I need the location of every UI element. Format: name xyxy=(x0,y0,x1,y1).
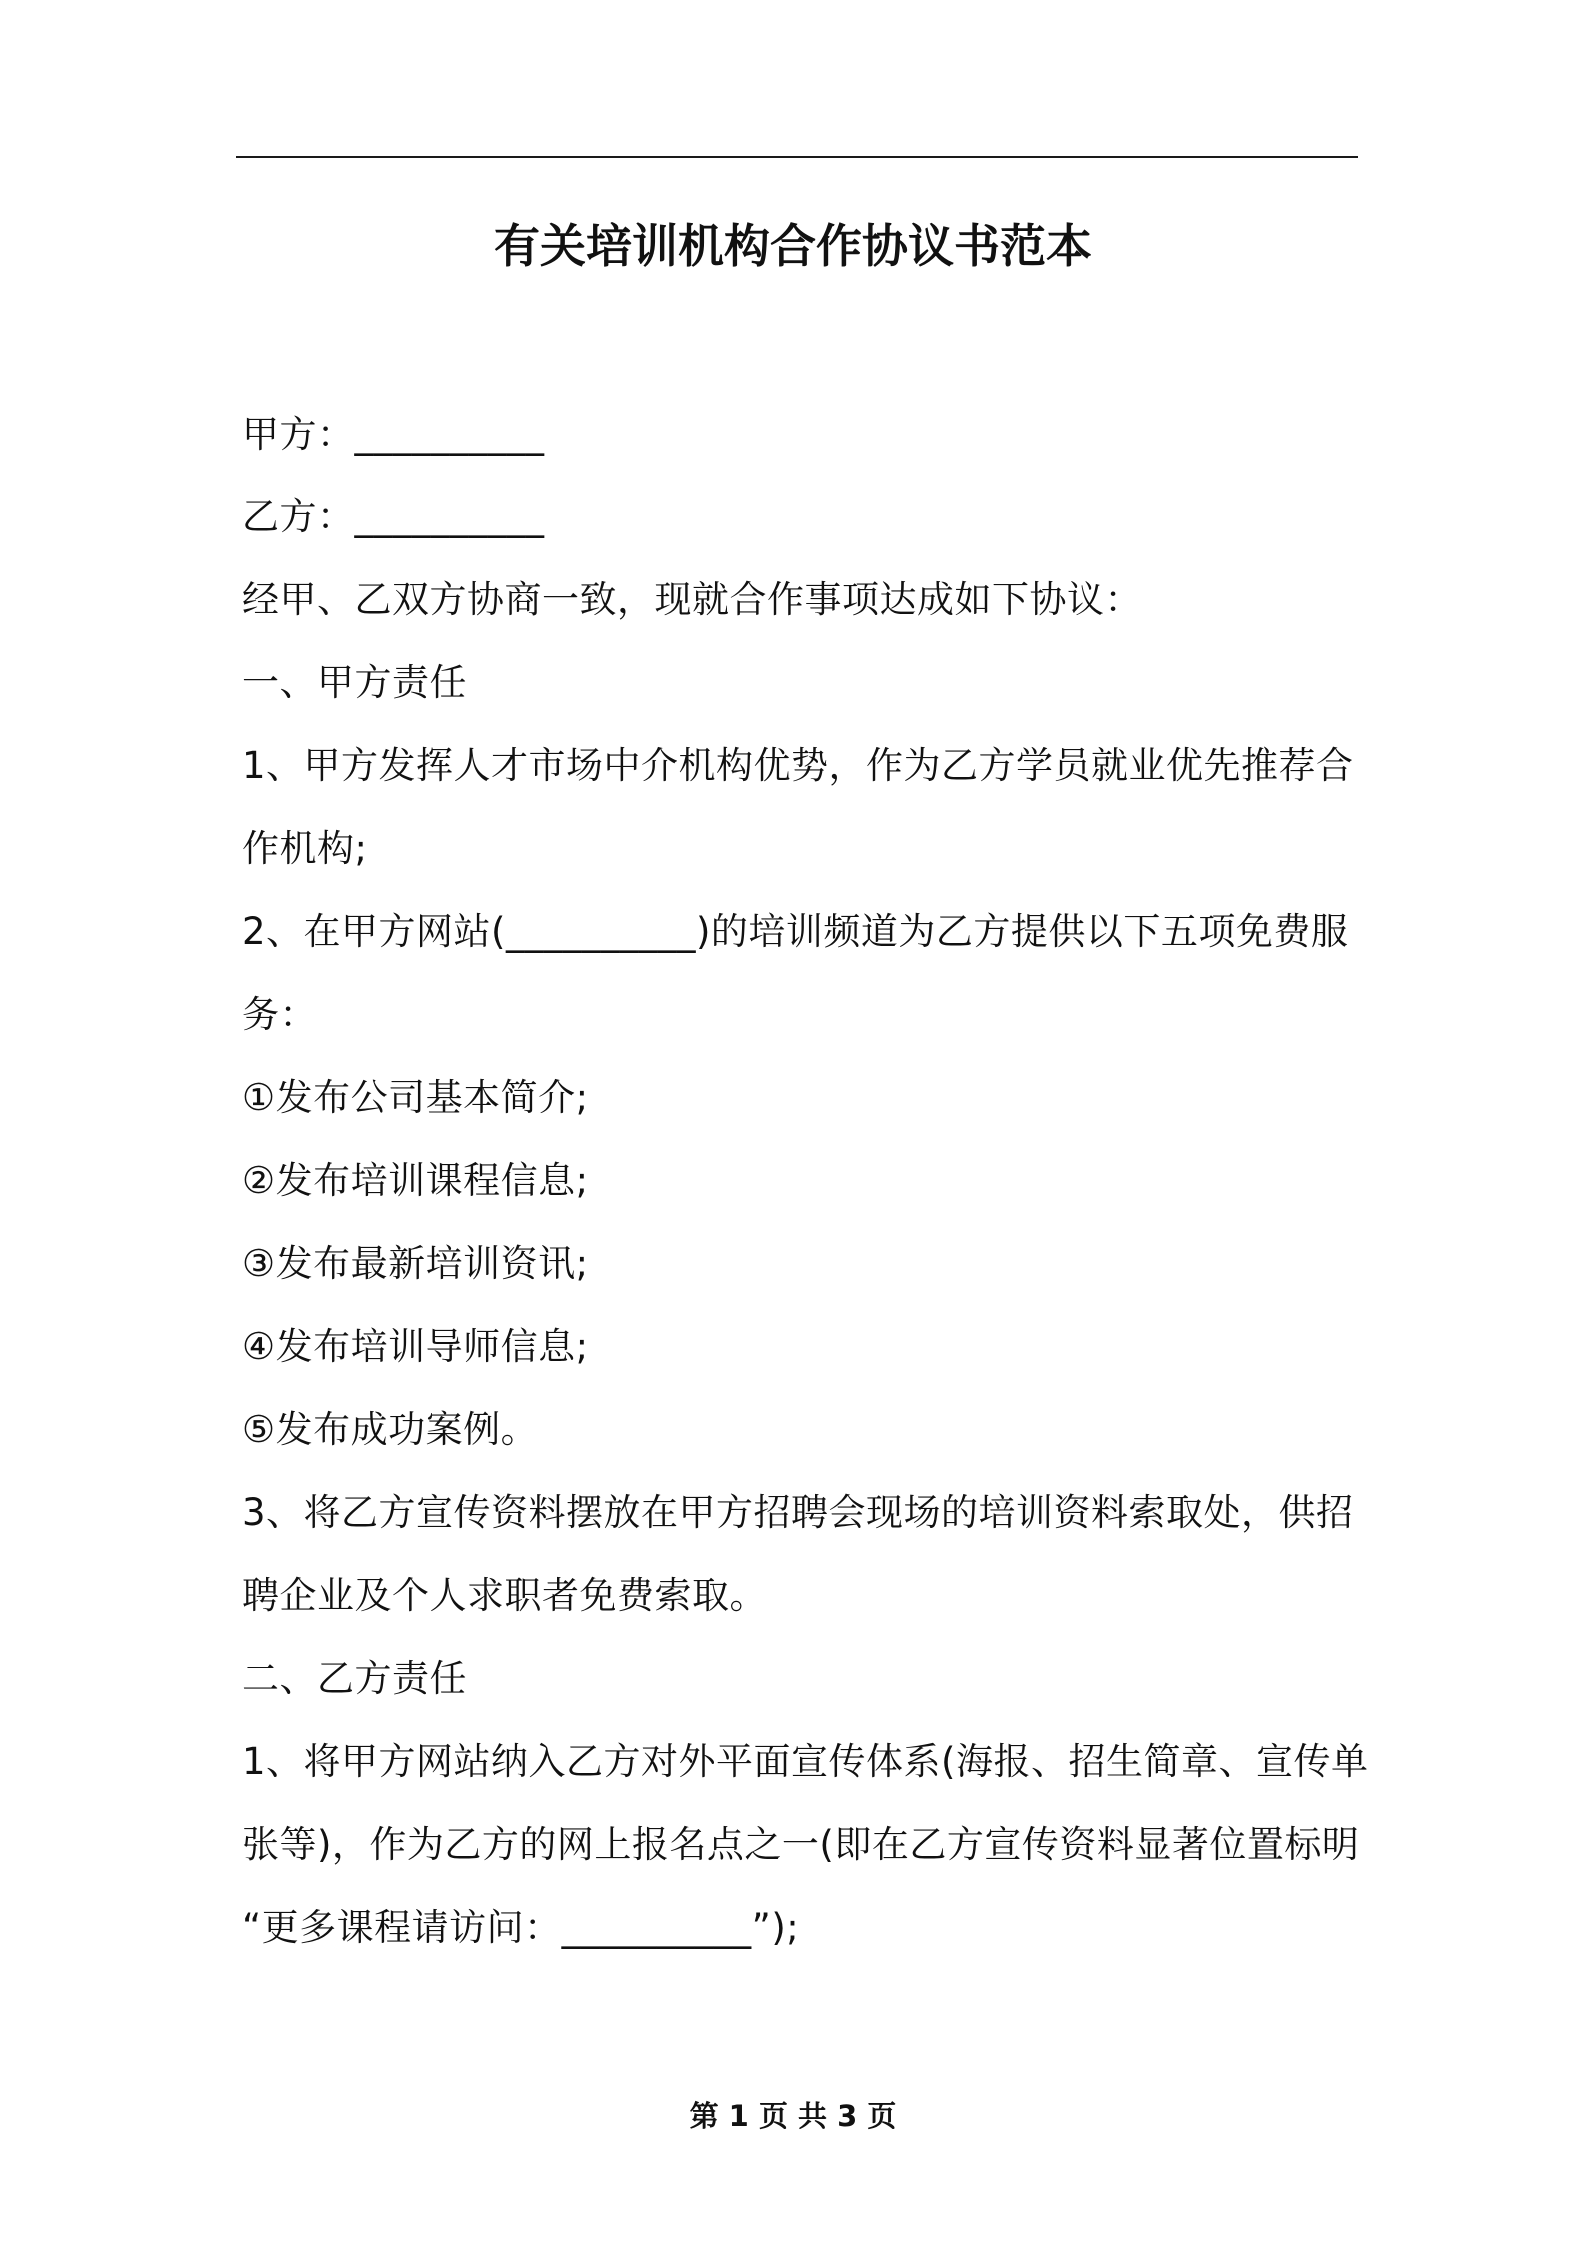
service-item-5: ⑤发布成功案例。 xyxy=(242,1408,539,1451)
clause-a3-line2: 聘企业及个人求职者免费索取。 xyxy=(242,1574,767,1617)
service-item-2: ②发布培训课程信息; xyxy=(242,1159,589,1202)
header-rule xyxy=(236,156,1358,158)
section-heading-party-b: 二、乙方责任 xyxy=(242,1657,467,1700)
service-item-4: ④发布培训导师信息; xyxy=(242,1325,589,1368)
party-a-line: 甲方：__________ xyxy=(242,413,545,456)
intro-paragraph: 经甲、乙双方协商一致，现就合作事项达成如下协议： xyxy=(242,578,1142,621)
clause-b1-line3: “更多课程请访问：__________”); xyxy=(242,1906,800,1949)
clause-b1-line1: 1、将甲方网站纳入乙方对外平面宣传体系(海报、招生简章、宣传单 xyxy=(242,1740,1369,1783)
clause-a3-line1: 3、将乙方宣传资料摆放在甲方招聘会现场的培训资料索取处，供招 xyxy=(242,1491,1354,1534)
document-title: 有关培训机构合作协议书范本 xyxy=(494,219,1092,273)
clause-a1-line1: 1、甲方发挥人才市场中介机构优势，作为乙方学员就业优先推荐合 xyxy=(242,744,1354,787)
service-item-3: ③发布最新培训资讯; xyxy=(242,1242,589,1285)
service-item-1: ①发布公司基本简介; xyxy=(242,1076,589,1119)
clause-a2-line2: 务： xyxy=(242,993,317,1036)
clause-b1-line2: 张等)，作为乙方的网上报名点之一(即在乙方宣传资料显著位置标明 xyxy=(242,1823,1360,1866)
section-heading-party-a: 一、甲方责任 xyxy=(242,661,467,704)
clause-a1-line2: 作机构; xyxy=(242,827,368,870)
clause-a2-line1: 2、在甲方网站(__________)的培训频道为乙方提供以下五项免费服 xyxy=(242,910,1349,953)
page-footer: 第 1 页 共 3 页 xyxy=(689,2099,897,2133)
party-b-line: 乙方：__________ xyxy=(242,495,545,538)
